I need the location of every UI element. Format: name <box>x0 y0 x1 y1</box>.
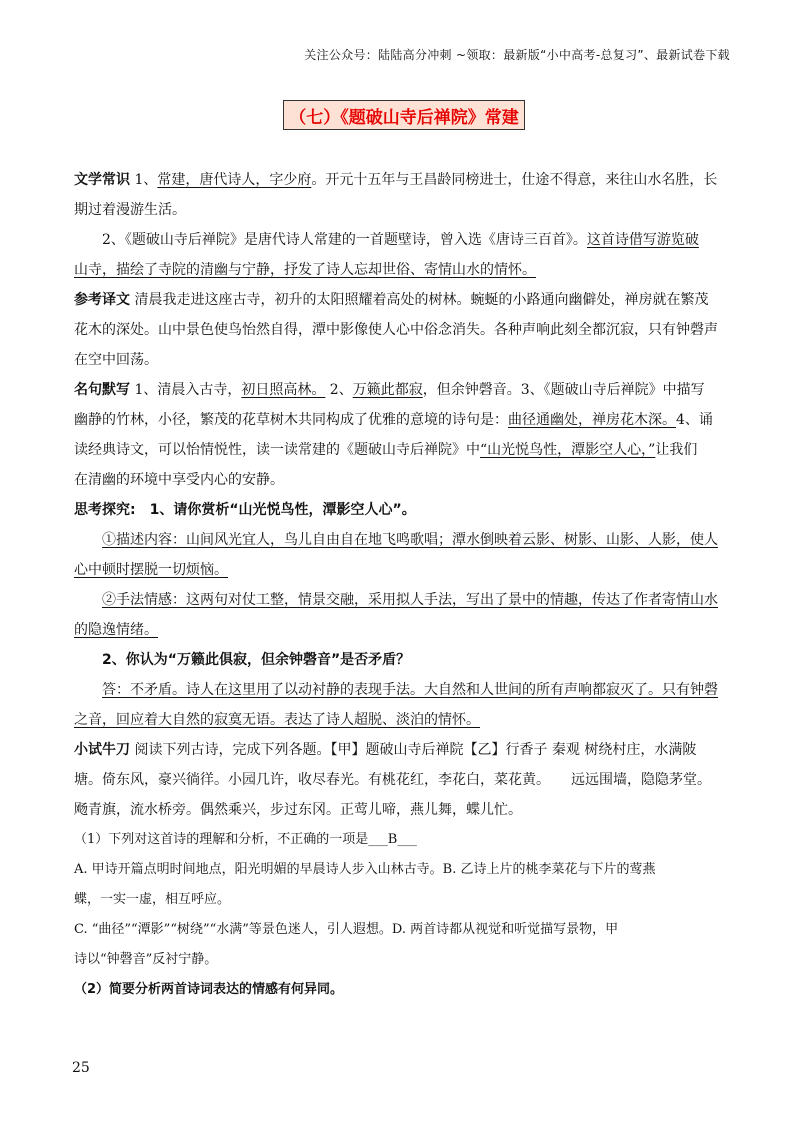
thinking-answer-2-line-1: ②手法情感：这两句对仗工整，情景交融，采用拟人手法，写出了景中的情趣，传达了作者寄情山水 <box>102 592 718 608</box>
option-c-d-line-2: 诗以“钟磬音”反衬宁静。 <box>74 952 218 967</box>
literature-line-1: 文学常识 1、常建，唐代诗人，字少府。开元十五年与王昌龄同榜进士，仕途不得意，来往山水名胜，长 <box>74 172 718 188</box>
practice-question-2: （2）简要分析两首诗词表达的情感有何异同。 <box>74 982 344 997</box>
answer-blank: ___B___ <box>368 832 417 847</box>
thinking-answer-3-line-2: 之音，回应着大自然的寂寞无语。表达了诗人超脱、淡泊的情怀。 <box>74 712 480 728</box>
literature-line-2: 期过着漫游生活。 <box>74 202 186 218</box>
translation-line-2: 花木的深处。山中景色使鸟怡然自得，潭中影像使人心中俗念消失。各种声响此刻全都沉寂，只有钟磬声 <box>74 322 718 338</box>
practice-line-2: 塘。倚东风，豪兴徜徉。小园几许，收尽春光。有桃花红，李花白，菜花黄。 远远围墙，隐隐茅堂。 <box>74 772 711 788</box>
section-label-practice: 小试牛刀 <box>74 742 130 758</box>
section-label-literature: 文学常识 <box>74 172 130 188</box>
section-label-thinking: 思考探究: <box>74 502 136 518</box>
practice-line-1: 小试牛刀 阅读下列古诗，完成下列各题。【甲】题破山寺后禅院【乙】行香子 秦观 树绕村庄，水满陂 <box>74 742 697 758</box>
option-a-b-line-1: A. 甲诗开篇点明时间地点，阳光明媚的早晨诗人步入山林古寺。B. 乙诗上片的桃李菜花与下片的莺燕 <box>74 862 656 877</box>
translation-line-3: 在空中回荡。 <box>74 352 158 368</box>
dictation-line-3: 读经典诗文，可以怡情悦性，读一读常建的《题破山寺后禅院》中“山光悦鸟性，潭影空人心，”让我们 <box>74 442 698 458</box>
option-a-b-line-2: 蝶，一实一虚，相互呼应。 <box>74 892 231 907</box>
page-title: （七）《题破山寺后禅院》常建 <box>283 100 525 130</box>
page-number: 25 <box>72 1060 90 1076</box>
option-c-d-line-1: C. “曲径”“潭影”“树绕”“水满”等景色迷人，引人遐想。D. 两首诗都从视觉和听觉描写景物，甲 <box>74 922 619 937</box>
thinking-question-1: 思考探究: 1、请你赏析“山光悦鸟性，潭影空人心”。 <box>74 502 416 518</box>
thinking-answer-3-line-1: 答：不矛盾。诗人在这里用了以动衬静的表现手法。大自然和人世间的所有声响都寂灭了。只有钟磬 <box>102 682 718 698</box>
practice-line-3: 飏青旗，流水桥旁。偶然乘兴，步过东冈。正莺儿啼，燕儿舞，蝶儿忙。 <box>74 802 522 818</box>
practice-question-1: （1）下列对这首诗的理解和分析，不正确的一项是___B___ <box>74 832 417 847</box>
header-note: 关注公众号：陆陆高分冲刺 ~领取：最新版“小中高考-总复习”、最新试卷下载 <box>304 48 730 62</box>
dictation-line-1: 名句默写 1、清晨入古寺，初日照高林。 2、万籁此都寂，但余钟磬音。3、《题破山寺后禅院》中描写 <box>74 382 705 398</box>
section-label-dictation: 名句默写 <box>74 382 130 398</box>
thinking-answer-1-line-1: ①描述内容：山间风光宜人，鸟儿自由自在地飞鸣歌唱；潭水倒映着云影、树影、山影、人影，使人 <box>102 532 718 548</box>
thinking-answer-2-line-2: 的隐逸情绪。 <box>74 622 158 638</box>
literature-line-4: 山寺，描绘了寺院的清幽与宁静，抒发了诗人忘却世俗、寄情山水的情怀。 <box>74 262 536 278</box>
dictation-line-2: 幽静的竹林，小径，繁茂的花草树木共同构成了优雅的意境的诗句是：曲径通幽处，禅房花木深。4、诵 <box>74 412 713 428</box>
section-label-translation: 参考译文 <box>74 292 130 308</box>
thinking-question-2: 2、你认为“万籁此俱寂，但余钟磬音”是否矛盾？ <box>102 652 411 668</box>
document-body <box>74 165 730 1005</box>
literature-line-3: 2、《题破山寺后禅院》是唐代诗人常建的一首题壁诗，曾入选《唐诗三百首》。这首诗借写游览破 <box>102 232 699 248</box>
translation-line-1: 参考译文 清晨我走进这座古寺，初升的太阳照耀着高处的树林。蜿蜒的小路通向幽僻处，禅房就在繁茂 <box>74 292 709 308</box>
thinking-answer-1-line-2: 心中顿时摆脱一切烦恼。 <box>74 562 228 578</box>
dictation-line-4: 在清幽的环境中享受内心的安静。 <box>74 472 284 488</box>
